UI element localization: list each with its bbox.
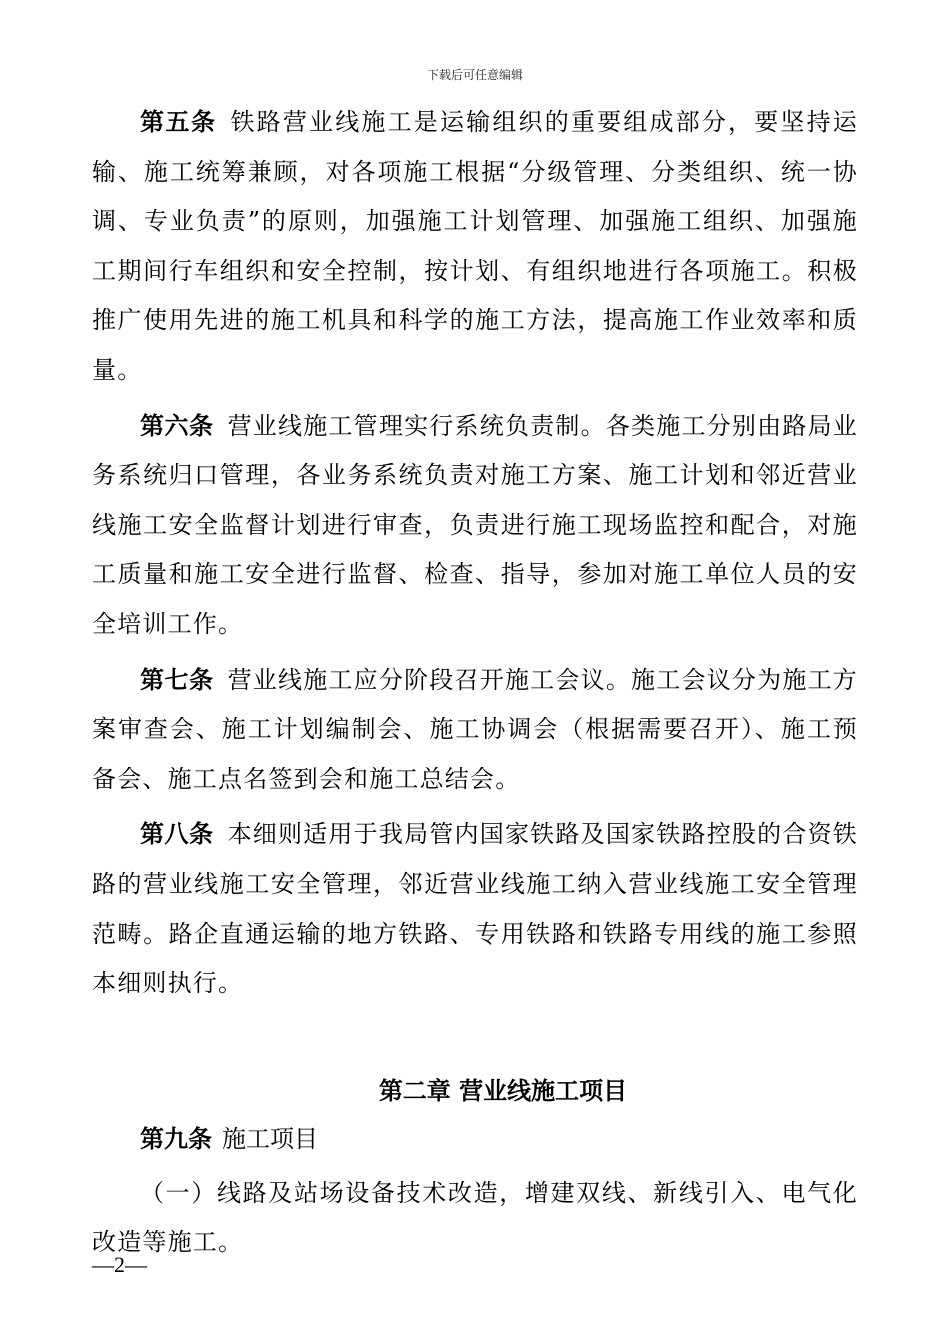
article-8	[92, 810, 858, 1008]
chapter-title: 第二章 营业线施工项目	[378, 1076, 628, 1105]
article-number: 第七条	[140, 665, 214, 694]
article-title: 施工项目	[222, 1124, 318, 1153]
page-number: —2—	[92, 1252, 147, 1277]
article-number: 第五条	[140, 108, 217, 136]
article-number: 第六条	[140, 411, 214, 440]
document-body	[92, 98, 858, 1268]
article-number: 第八条	[140, 820, 214, 849]
article-9	[92, 1115, 858, 1163]
article-text: 铁路营业线施工是运输组织的重要组成部分，要坚持运输、施工统筹兼顾，对各项施工根据“分级管理、分类组织、统一协调、专业负责”的原则，加强施工计划管理、加强施工组织、加强施工期间行车组织和安全控制，按计划、有组织地进行各项施工。积极推广使用先进的施工机具和科学的施工方法，提高施工作业效率和质量。	[92, 108, 858, 384]
article-text: 本细则适用于我局管内国家铁路及国家铁路控股的合资铁路的营业线施工安全管理，邻近营业线施工纳入营业线施工安全管理范畴。路企直通运输的地方铁路、专用铁路和铁路专用线的施工参照本细则执行。	[92, 820, 859, 998]
article-number: 第九条	[140, 1124, 212, 1153]
header-note: 下载后可任意编辑	[426, 68, 523, 82]
article-text: 营业线施工管理实行系统负责制。各类施工分别由路局业务系统归口管理，各业务系统负责对施工方案、施工计划和邻近营业线施工安全监督计划进行审查，负责进行施工现场监控和配合，对施工质量和施工安全进行监督、检查、指导，参加对施工单位人员的安全培训工作。	[92, 411, 859, 638]
article-7	[92, 656, 858, 805]
article-text: 营业线施工应分阶段召开施工会议。施工会议分为施工方案审查会、施工计划编制会、施工协调会（根据需要召开）、施工预备会、施工点名签到会和施工总结会。	[92, 665, 859, 793]
article-6	[92, 402, 858, 650]
item-one: （一）线路及站场设备技术改造，增建双线、新线引入、电气化改造等施工。	[92, 1178, 858, 1257]
article-5	[92, 98, 858, 396]
